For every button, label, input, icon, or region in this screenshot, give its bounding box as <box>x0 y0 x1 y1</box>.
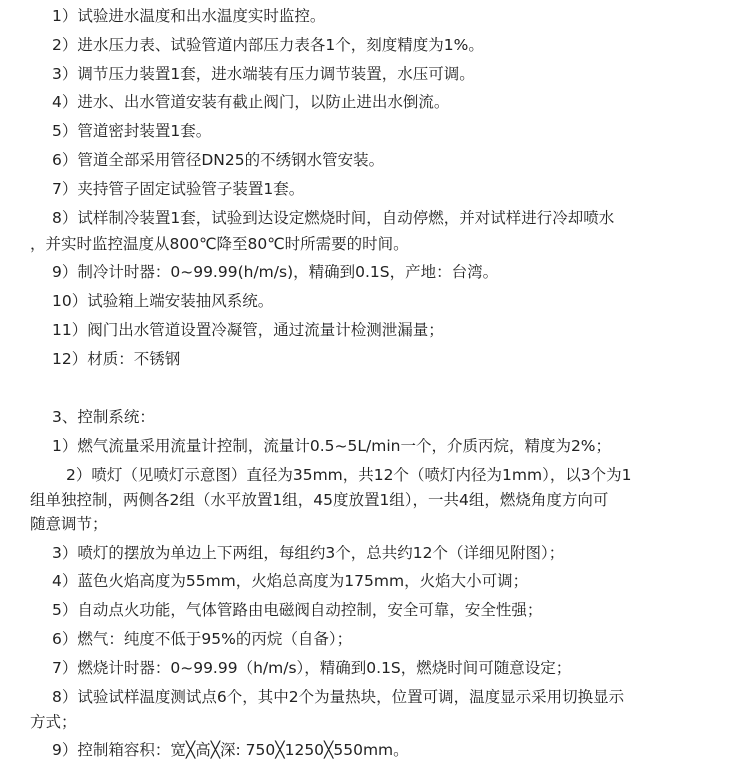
text-line: 1）燃气流量采用流量计控制，流量计0.5~5L/min一个，介质丙烷，精度为2%； <box>52 437 612 455</box>
text-line: 9）控制箱容积：宽╳高╳深: 750╳1250╳550mm。 <box>52 741 409 759</box>
text-line: 12）材质：不锈钢 <box>52 350 181 368</box>
text-line: 2）喷灯（见喷灯示意图）直径为35mm，共12个（喷灯内径为1mm），以3个为1 <box>66 466 632 484</box>
text-line: 2）进水压力表、试验管道内部压力表各1个，刻度精度为1%。 <box>52 36 484 54</box>
section-heading: 3、控制系统： <box>52 408 155 426</box>
text-line: 3）调节压力装置1套，进水端装有压力调节装置，水压可调。 <box>52 65 475 83</box>
text-line: 4）进水、出水管道安装有截止阀门，以防止进出水倒流。 <box>52 93 450 111</box>
text-line: 8）试样制冷装置1套，试验到达设定燃烧时间，自动停燃，并对试样进行冷却喷水 <box>52 209 615 227</box>
text-line: 6）管道全部采用管径DN25的不绣钢水管安装。 <box>52 151 385 169</box>
text-line: 11）阀门出水管道设置冷凝管，通过流量计检测泄漏量； <box>52 321 444 339</box>
text-line: 4）蓝色火焰高度为55mm，火焰总高度为175mm，火焰大小可调； <box>52 572 529 590</box>
text-line: 6）燃气：纯度不低于95%的丙烷（自备）； <box>52 630 353 648</box>
text-line: 7）夹持管子固定试验管子装置1套。 <box>52 180 305 198</box>
text-line: 5）自动点火功能，气体管路由电磁阀自动控制，安全可靠，安全性强； <box>52 601 543 619</box>
text-line: 随意调节； <box>30 515 108 533</box>
text-line: 9）制冷计时器：0~99.99(h/m/s)，精确到0.1S，产地：台湾。 <box>52 263 499 281</box>
text-line: 1）试验进水温度和出水温度实时监控。 <box>52 7 326 25</box>
text-line: 10）试验箱上端安装抽风系统。 <box>52 292 274 310</box>
text-line: 7）燃烧计时器：0~99.99（h/m/s），精确到0.1S，燃烧时间可随意设定； <box>52 659 572 677</box>
text-line: 3）喷灯的摆放为单边上下两组，每组约3个，总共约12个（详细见附图）； <box>52 544 565 562</box>
text-line: 5）管道密封装置1套。 <box>52 122 212 140</box>
text-line: ，并实时监控温度从800℃降至80℃时所需要的时间。 <box>30 235 409 253</box>
text-line: 8）试验试样温度测试点6个，其中2个为量热块，位置可调，温度显示采用切换显示 <box>52 688 625 706</box>
text-line: 方式； <box>30 713 77 731</box>
text-line: 组单独控制，两侧各2组（水平放置1组，45度放置1组），一共4组，燃烧角度方向可 <box>30 491 609 509</box>
